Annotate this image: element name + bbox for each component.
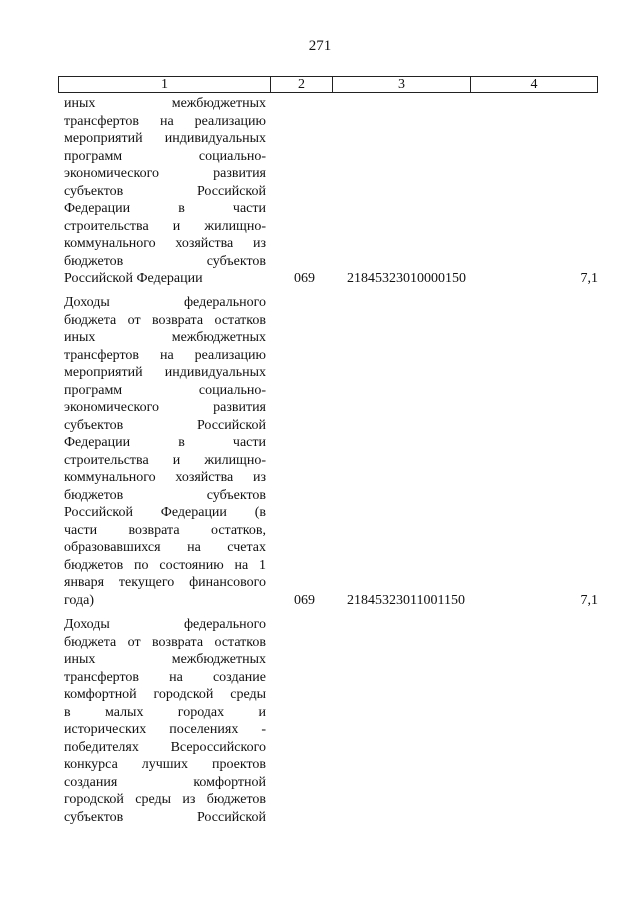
- amount-cell: 7,1: [580, 592, 598, 608]
- description-line: трансфертов на реализацию: [64, 347, 266, 363]
- kbk-code-cell: 21845323011001150: [347, 592, 465, 608]
- description-line: субъектов Российской: [64, 417, 266, 433]
- table-header-row: [58, 76, 598, 93]
- description-line: Российской Федерации: [64, 271, 203, 286]
- description-line: победителях Всероссийского: [64, 739, 266, 755]
- row-description: [64, 294, 266, 609]
- description-line: бюджетов по состоянию на 1: [64, 557, 266, 573]
- description-line: бюджета от возврата остатков: [64, 634, 266, 650]
- description-line: городской среды из бюджетов: [64, 792, 266, 807]
- description-line: Федерации в части: [64, 435, 266, 450]
- row-description: [64, 616, 266, 826]
- description-line: иных межбюджетных: [64, 652, 266, 667]
- description-line: комфортной городской среды: [64, 687, 266, 702]
- description-line: трансфертов на создание: [64, 669, 266, 685]
- description-line: бюджетов субъектов: [64, 253, 266, 269]
- column-header-3: 3: [333, 77, 471, 92]
- description-line: программ социально-: [64, 382, 266, 398]
- description-line: экономического развития: [64, 166, 266, 181]
- column-header-1: 1: [59, 77, 271, 92]
- description-line: Доходы федерального: [64, 617, 266, 632]
- description-line: коммунального хозяйства из: [64, 470, 266, 485]
- description-line: субъектов Российской: [64, 809, 266, 825]
- description-line: части возврата остатков,: [64, 522, 266, 538]
- description-line: коммунального хозяйства из: [64, 236, 266, 251]
- description-line: иных межбюджетных: [64, 330, 266, 345]
- description-line: трансфертов на реализацию: [64, 113, 266, 129]
- description-line: экономического развития: [64, 400, 266, 415]
- row-description: [64, 95, 266, 288]
- description-line: года): [64, 592, 94, 608]
- description-line: иных межбюджетных: [64, 96, 266, 111]
- description-line: Федерации в части: [64, 201, 266, 216]
- description-line: Доходы федерального: [64, 295, 266, 310]
- description-line: субъектов Российской: [64, 183, 266, 199]
- description-line: мероприятий индивидуальных: [64, 131, 266, 146]
- description-line: строительства и жилищно-: [64, 218, 266, 234]
- kbk-code-cell: 21845323010000150: [347, 271, 466, 286]
- description-line: конкурса лучших проектов: [64, 757, 266, 772]
- description-line: строительства и жилищно-: [64, 452, 266, 468]
- description-line: создания комфортной: [64, 774, 266, 790]
- description-line: в малых городах и: [64, 704, 266, 720]
- page-number: 271: [308, 38, 332, 54]
- amount-cell: 7,1: [580, 271, 598, 286]
- description-line: января текущего финансового: [64, 575, 266, 590]
- description-line: бюджета от возврата остатков: [64, 312, 266, 328]
- description-line: мероприятий индивидуальных: [64, 365, 266, 380]
- admin-code-cell: 069: [294, 592, 315, 608]
- description-line: программ социально-: [64, 148, 266, 164]
- description-line: бюджетов субъектов: [64, 487, 266, 503]
- column-header-2: 2: [271, 77, 333, 92]
- column-header-4: 4: [530, 77, 538, 92]
- admin-code-cell: 069: [294, 271, 315, 286]
- description-line: образовавшихся на счетах: [64, 540, 266, 555]
- description-line: исторических поселениях -: [64, 722, 266, 737]
- description-line: Российской Федерации (в: [64, 505, 266, 520]
